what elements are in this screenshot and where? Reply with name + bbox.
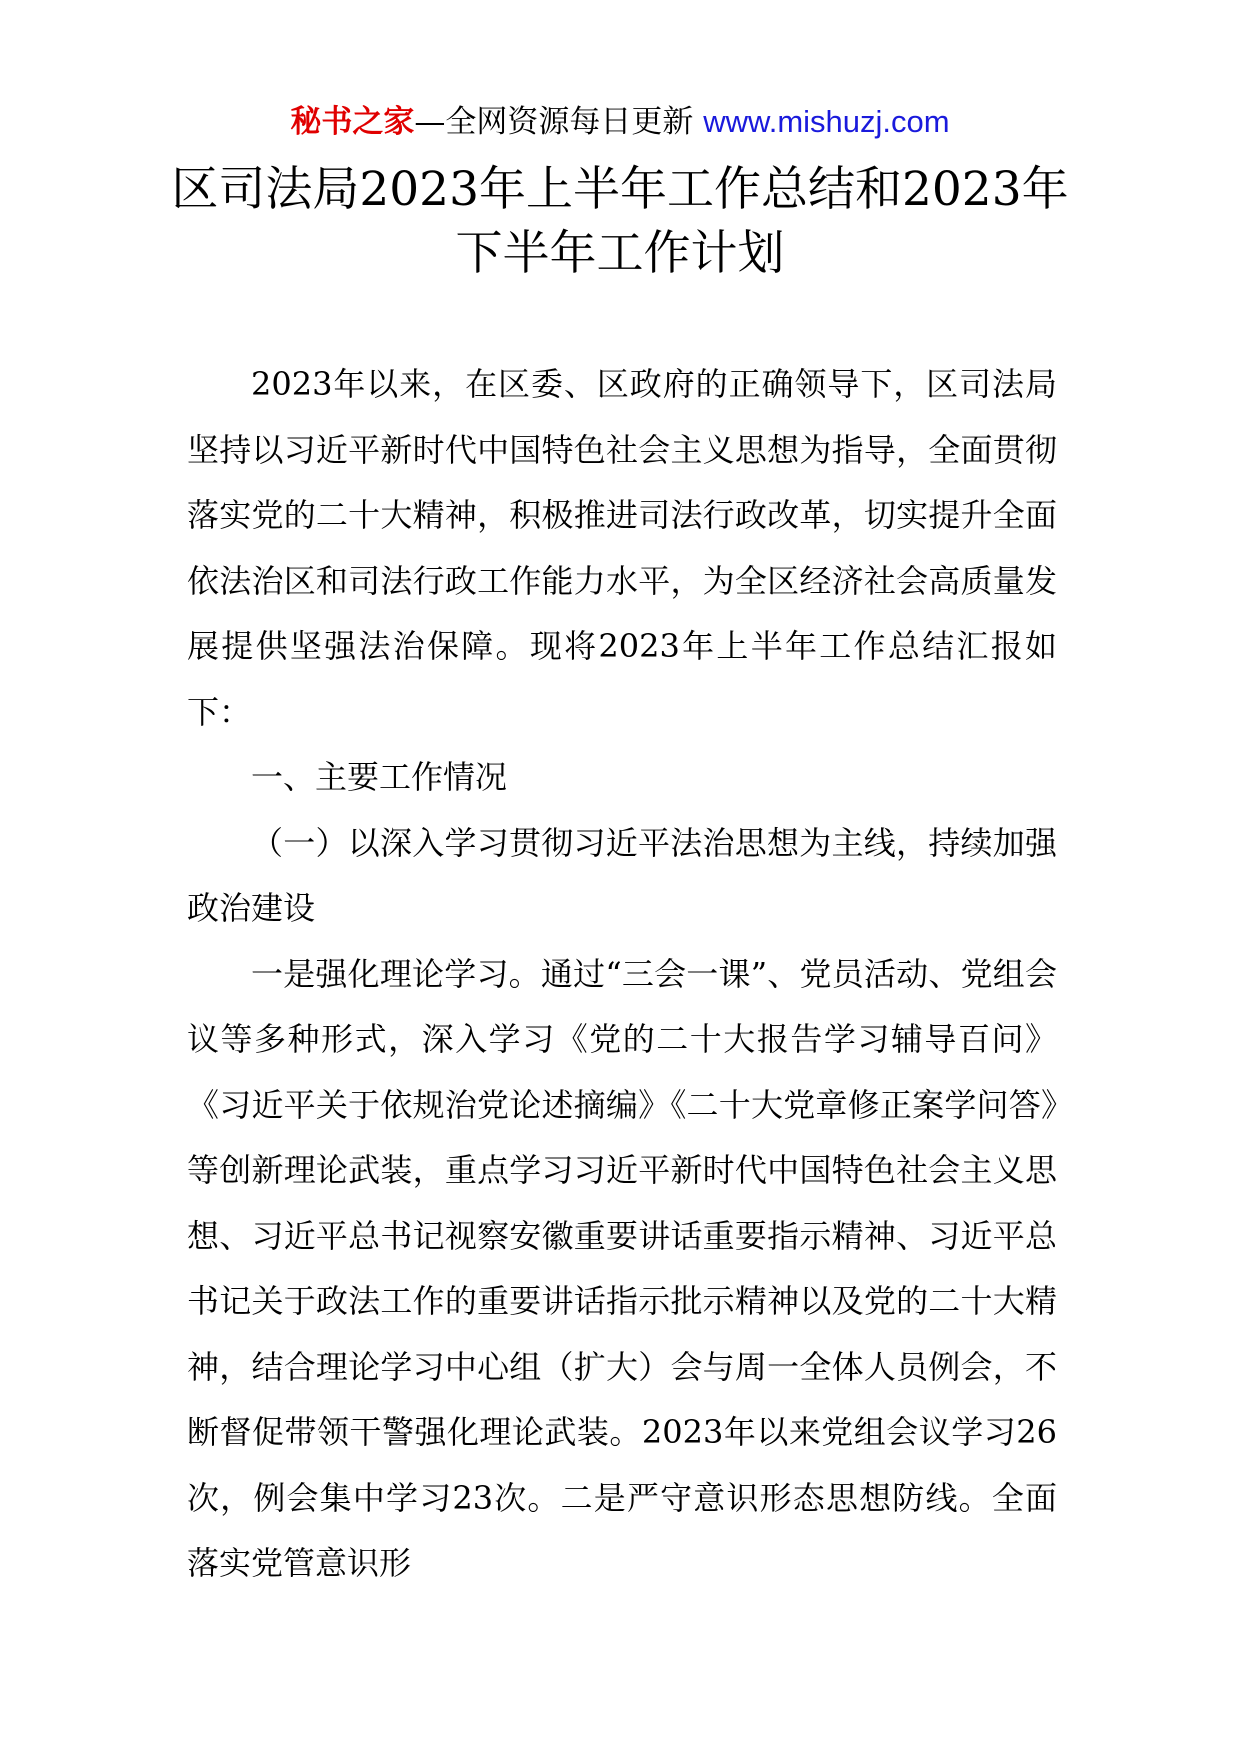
header-tagline: —全网资源每日更新 <box>414 104 704 140</box>
site-header <box>0 100 1240 144</box>
subsection-heading-1: （一）以深入学习贯彻习近平法治思想为主线，持续加强政治建设 <box>187 823 1057 927</box>
brand-name: 秘书之家 <box>290 104 415 140</box>
document-body <box>187 352 1057 1597</box>
paragraph-theory-study: 一是强化理论学习。通过“三会一课”、党员活动、党组会议等多种形式，深入学习《党的二十大报告学习辅导百问》《习近平关于依规治党论述摘编》《二十大党章修正案学问答》等创新理论武装，重点学习习近平新时代中国特色社会主义思想、习近平总书记视察安徽重要讲话重要指示精神、习近平总书记关于政法工作的重要讲话指示批示精神以及党的二十大精神，结合理论学习中心组（扩大）会与周一全体人员例会，不断督促带领干警强化理论武装。2023年以来党组会议学习26次，例会集中学习23次。二是严守意识形态思想防线。全面落实党管意识形 <box>187 954 1057 1582</box>
paragraph-intro: 2023年以来，在区委、区政府的正确领导下，区司法局坚持以习近平新时代中国特色社会主义思想为指导，全面贯彻落实党的二十大精神，积极推进司法行政改革，切实提升全面依法治区和司法行政工作能力水平，为全区经济社会高质量发展提供坚强法治保障。现将2023年上半年工作总结汇报如下： <box>187 365 1057 731</box>
section-heading-1: 一、主要工作情况 <box>251 758 508 796</box>
document-title: 区司法局2023年上半年工作总结和2023年下半年工作计划 <box>171 162 1069 281</box>
site-url-link[interactable]: www.mishuzj.com <box>703 104 950 139</box>
